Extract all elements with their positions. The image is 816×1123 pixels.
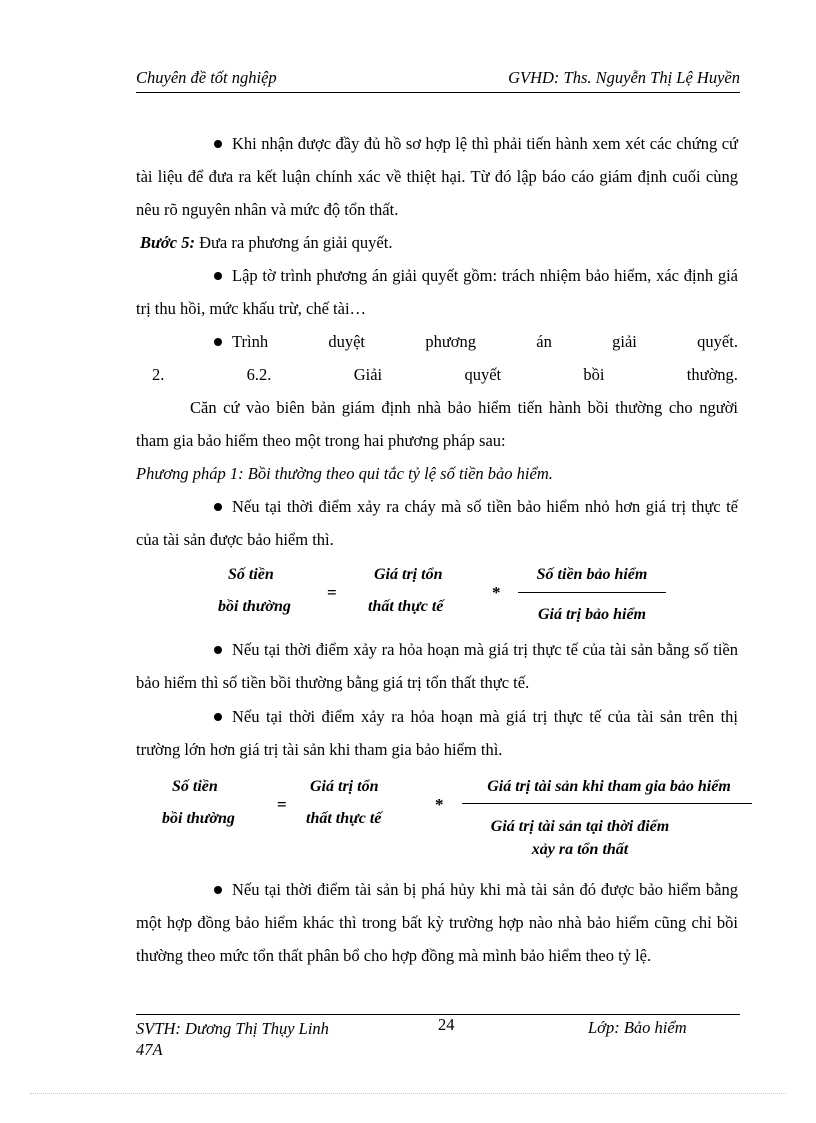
formula-1-equals: =	[327, 583, 337, 602]
page-footer	[136, 1014, 740, 1059]
bullet-icon	[214, 713, 222, 721]
bullet-icon	[214, 140, 222, 148]
footer-student-class: 47A	[136, 1040, 163, 1059]
formula-1-mid-top: Giá trị tổn	[374, 566, 443, 583]
step-5-text: Đưa ra phương án giải quyết.	[194, 233, 393, 252]
formula-1-lhs-top: Số tiền	[228, 566, 274, 583]
formula-2-denominator-top: Giá trị tài sản tại thời điểm	[490, 818, 670, 835]
formula-1-denominator: Giá trị bảo hiểm	[537, 606, 646, 623]
formula-2-lhs-bottom: bồi thường	[162, 810, 235, 827]
paragraph-equal-value: Nếu tại thời điểm xảy ra hỏa hoạn mà giá trị thực tế của tài sản bằng số tiền bảo hiểm thì số tiền bồi thường bằng giá trị tổn thất thực tế.	[136, 640, 738, 692]
formula-2-mid-top: Giá trị tổn	[310, 778, 379, 795]
formula-2-mid-bottom: thất thực tế	[306, 810, 382, 827]
paragraph-approve-plan: Trình duyệt phương án giải quyết.	[214, 325, 738, 358]
paragraph-other-contract: Nếu tại thời điểm tài sản bị phá hủy khi mà tài sản đó được bảo hiểm bằng một hợp đồng bảo hiểm khác thì trong bất kỳ trường hợp nào nhà bảo hiểm cũng chỉ bồi thường theo mức tổn thất phân bổ cho hợp đồng mà mình bảo hiểm theo tỷ lệ.	[136, 880, 738, 965]
formula-1-numerator: Số tiền bảo hiểm	[536, 566, 648, 583]
formula-2-equals: =	[277, 795, 287, 814]
formula-1-fraction-bar	[518, 592, 666, 593]
bullet-icon	[214, 338, 222, 346]
page-header	[136, 68, 740, 93]
formula-2-times: *	[435, 795, 444, 814]
footer-class: Lớp: Bảo hiểm	[588, 1018, 687, 1037]
bullet-icon	[214, 646, 222, 654]
bullet-icon	[214, 272, 222, 280]
footer-student	[136, 1018, 329, 1060]
method-1-title: Phương pháp 1: Bồi thường theo qui tắc tỷ lệ số tiền bảo hiểm.	[136, 464, 553, 483]
formula-1-lhs-bottom: bồi thường	[218, 598, 291, 615]
page-bottom-border	[30, 1093, 786, 1094]
formula-2-fraction-bar	[462, 803, 752, 804]
bullet-icon	[214, 503, 222, 511]
formula-2-lhs-top: Số tiền	[172, 778, 218, 795]
paragraph-compensation-intro: Căn cứ vào biên bản giám định nhà bảo hiểm tiến hành bồi thường cho người tham gia bảo hiểm theo một trong hai phương pháp sau:	[136, 398, 738, 450]
formula-2-numerator: Giá trị tài sản khi tham gia bảo hiểm	[487, 778, 731, 795]
section-heading-6-2: 2. 6.2. Giải quyết bồi thường.	[152, 365, 738, 384]
formula-1-mid-bottom: thất thực tế	[368, 598, 444, 615]
page-number: 24	[438, 1015, 455, 1034]
paragraph-evidence-review: Khi nhận được đầy đủ hồ sơ hợp lệ thì phải tiến hành xem xét các chứng cứ tài liệu để đưa ra kết luận chính xác về thiệt hại. Từ đó lập báo cáo giám định cuối cùng nêu rõ nguyên nhân và mức độ tổn thất.	[136, 134, 738, 219]
formula-2-denominator-bottom: xảy ra tổn thất	[531, 841, 629, 858]
formula-1-times: *	[492, 583, 501, 602]
paragraph-proposal: Lập tờ trình phương án giải quyết gồm: trách nhiệm bảo hiểm, xác định giá trị thu hồi, mức khấu trừ, chế tài…	[136, 266, 738, 318]
step-5-label: Bước 5:	[140, 233, 195, 252]
step-5-line	[140, 226, 742, 259]
paragraph-underinsured: Nếu tại thời điểm xảy ra cháy mà số tiền bảo hiểm nhỏ hơn giá trị thực tế của tài sản được bảo hiểm thì.	[136, 497, 738, 549]
paragraph-market-value: Nếu tại thời điểm xảy ra hỏa hoạn mà giá trị thực tế của tài sản trên thị trường lớn hơn giá trị tài sản khi tham gia bảo hiểm thì.	[136, 707, 738, 759]
bullet-icon	[214, 886, 222, 894]
header-advisor: GVHD: Ths. Nguyễn Thị Lệ Huyền	[508, 68, 740, 87]
footer-student-name: SVTH: Dương Thị Thụy Linh	[136, 1019, 329, 1038]
header-doc-title: Chuyên đề tốt nghiệp	[136, 68, 277, 87]
